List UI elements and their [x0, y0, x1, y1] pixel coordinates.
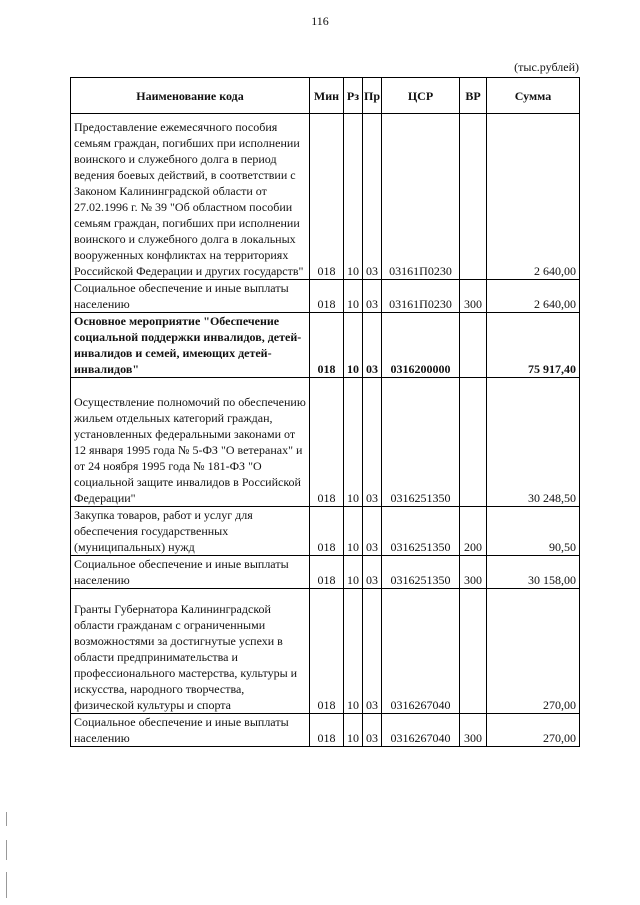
row-pr: 03 [363, 589, 382, 714]
row-sum: 30 158,00 [487, 556, 580, 589]
row-sum: 2 640,00 [487, 280, 580, 313]
row-rz: 10 [344, 714, 363, 747]
row-vr: 300 [460, 280, 487, 313]
row-name: Гранты Губернатора Калининградской области гражданам с ограниченными возможностями за достигнутые успехи в области предпринимательства и профессионального мастерства, культуры и искусства, народного творчества, физической культуры и спорта [71, 589, 310, 714]
scan-mark [6, 812, 7, 826]
page-number: 116 [311, 14, 329, 28]
row-rz: 10 [344, 589, 363, 714]
row-min: 018 [310, 378, 344, 507]
row-rz: 10 [344, 313, 363, 378]
row-vr [460, 378, 487, 507]
header-rz: Рз [344, 78, 363, 114]
row-name: Социальное обеспечение и иные выплаты населению [71, 556, 310, 589]
row-sum: 2 640,00 [487, 114, 580, 280]
row-pr: 03 [363, 114, 382, 280]
row-name: Осуществление полномочий по обеспечению жильем отдельных категорий граждан, установленных федеральными законами от 12 января 1995 года № 5-ФЗ "О ветеранах" и от 24 ноября 1995 года № 181-ФЗ "О социальной защите инвалидов в Российской Федерации" [71, 378, 310, 507]
row-name: Социальное обеспечение и иные выплаты населению [71, 714, 310, 747]
row-pr: 03 [363, 507, 382, 556]
row-pr: 03 [363, 714, 382, 747]
table-row [71, 114, 580, 280]
row-rz: 10 [344, 556, 363, 589]
row-sum: 90,50 [487, 507, 580, 556]
row-vr: 300 [460, 714, 487, 747]
row-sum: 75 917,40 [487, 313, 580, 378]
row-rz: 10 [344, 507, 363, 556]
row-csr: 0316267040 [382, 589, 460, 714]
header-csr: ЦСР [382, 78, 460, 114]
row-vr: 200 [460, 507, 487, 556]
row-csr: 0316251350 [382, 556, 460, 589]
row-rz: 10 [344, 280, 363, 313]
row-min: 018 [310, 114, 344, 280]
row-vr [460, 589, 487, 714]
row-rz: 10 [344, 378, 363, 507]
header-name: Наименование кода [71, 78, 310, 114]
table-row [71, 714, 580, 747]
row-sum: 270,00 [487, 589, 580, 714]
row-name: Предоставление ежемесячного пособия семьям граждан, погибших при исполнении воинского и служебного долга в период ведения боевых действий, в соответствии с Законом Калининградской области от 27.02.1996 г. № 39 "Об областном пособии семьям граждан, погибших при исполнении воинского и служебного долга в локальных вооруженных конфликтах на территориях Российской Федерации и других государств" [71, 114, 310, 280]
row-pr: 03 [363, 378, 382, 507]
table-row [71, 589, 580, 714]
table-row [71, 313, 580, 378]
row-name: Социальное обеспечение и иные выплаты населению [71, 280, 310, 313]
row-name: Основное мероприятие "Обеспечение социальной поддержки инвалидов, детей-инвалидов и семей, имеющих детей-инвалидов" [71, 313, 310, 378]
row-min: 018 [310, 280, 344, 313]
header-vr: ВР [460, 78, 487, 114]
row-min: 018 [310, 589, 344, 714]
budget-table [70, 77, 580, 747]
row-sum: 270,00 [487, 714, 580, 747]
row-sum: 30 248,50 [487, 378, 580, 507]
header-pr: Пр [363, 78, 382, 114]
table-row [71, 507, 580, 556]
row-rz: 10 [344, 114, 363, 280]
row-csr: 0316200000 [382, 313, 460, 378]
row-csr: 0316267040 [382, 714, 460, 747]
header-min: Мин [310, 78, 344, 114]
scan-mark [6, 872, 7, 898]
row-min: 018 [310, 507, 344, 556]
row-csr: 0316251350 [382, 507, 460, 556]
row-min: 018 [310, 714, 344, 747]
row-pr: 03 [363, 280, 382, 313]
table-row [71, 556, 580, 589]
table-row [71, 378, 580, 507]
units-label: (тыс.рублей) [514, 60, 579, 74]
table-row [71, 280, 580, 313]
row-vr [460, 114, 487, 280]
row-pr: 03 [363, 313, 382, 378]
row-csr: 0316251350 [382, 378, 460, 507]
scan-mark [6, 840, 7, 860]
row-min: 018 [310, 556, 344, 589]
row-name: Закупка товаров, работ и услуг для обеспечения государственных (муниципальных) нужд [71, 507, 310, 556]
row-vr: 300 [460, 556, 487, 589]
header-sum: Сумма [487, 78, 580, 114]
row-csr: 03161П0230 [382, 280, 460, 313]
row-min: 018 [310, 313, 344, 378]
row-csr: 03161П0230 [382, 114, 460, 280]
row-vr [460, 313, 487, 378]
row-pr: 03 [363, 556, 382, 589]
table-header-row [71, 78, 580, 114]
